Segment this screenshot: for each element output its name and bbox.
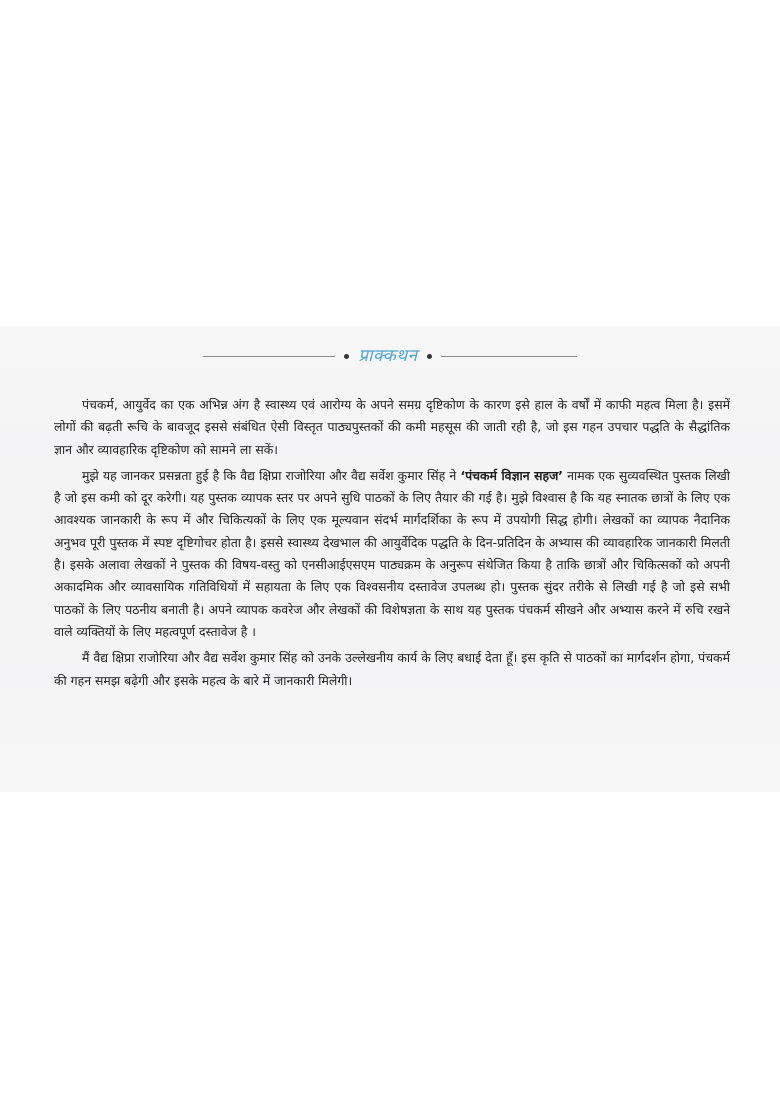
preface-heading	[0, 342, 780, 370]
paragraph-2	[54, 465, 730, 643]
paragraph-3: मैं वैद्य क्षिप्रा राजोरिया और वैद्य सर्वेश कुमार सिंह को उनके उल्लेखनीय कार्य के लिए बधाई देता हूँ। इस कृति से पाठकों का मार्गदर्शन होगा, पंचकर्म की गहन समझ बढ़ेगी और इसके महत्व के बारे में जानकारी मिलेगी।	[54, 650, 730, 688]
bullet-dot-icon	[427, 354, 432, 359]
page-title: प्राक्कथन	[358, 346, 418, 366]
heading-rule-left	[203, 356, 335, 357]
paragraph-2-start: मुझे यह जानकर प्रसन्नता हुई है कि वैद्य क्षिप्रा राजोरिया और वैद्य सर्वेश कुमार सिंह ने	[82, 467, 461, 483]
paragraph-2-rest: नामक एक सुव्यवस्थित पुस्तक लिखी है जो इस कमी को दूर करेगी। यह पुस्तक व्यापक स्तर पर अपने सुधि पाठकों के लिए तैयार की गई है। मुझे विश्वास है कि यह स्नातक छात्रों के लिए एक आवश्यक जानकारी के रूप में और चिकित्यकों के लिए एक मूल्यवान संदर्भ मार्गदर्शिका के रूप में उपयोगी सिद्ध होगी। लेखकों का व्यापक नैदानिक अनुभव पूरी पुस्तक में स्पष्ट दृष्टिगोचर होता है। इससे स्वास्थ्य देखभाल की आयुर्वेदिक पद्धति के दिन-प्रतिदिन के अभ्यास की व्यावहारिक जानकारी मिलती है। इसके अलावा लेखकों ने पुस्तक की विषय-वस्तु को एनसीआईएसएम पाठ्यक्रम के अनुरूप संथेजित किया है ताकि छात्रों और चिकित्सकों को अपनी अकादमिक और व्यावसायिक गतिविधियों में सहायता के लिए एक विश्वसनीय दस्तावेज उपलब्ध हो। पुस्तक सुंदर तरीके से लिखी गई है जो इसे सभी पाठकों के लिए पठनीय बनाती है। अपने व्यापक कवरेज और लेखकों की विशेषज्ञता के साथ यह पुस्तक पंचकर्म सीखने और अभ्यास करने में रुचि रखने वाले व्यक्तियों के लिए महत्वपूर्ण दस्तावेज है ।	[54, 467, 730, 639]
paragraph-1: पंचकर्म, आयुर्वेद का एक अभिन्न अंग है स्वास्थ्य एवं आरोग्य के अपने समग्र दृष्टिकोण के कारण इसे हाल के वर्षों में काफी महत्व मिला है। इसमें लोगों की बढ़ती रूचि के बावजूद इससे संबंधित ऐसी विस्तृत पाठ्यपुस्तकों की कमी महसूस की जाती रही है, जो इस गहन उपचार पद्धति के सैद्धांतिक ज्ञान और व्यावहारिक दृष्टिकोण को सामने ला सकें।	[54, 397, 730, 457]
preface-body	[54, 394, 730, 696]
book-title: ‘पंचकर्म विज्ञान सहज’	[460, 467, 563, 483]
heading-rule-right	[441, 356, 577, 357]
bullet-dot-icon	[344, 354, 349, 359]
